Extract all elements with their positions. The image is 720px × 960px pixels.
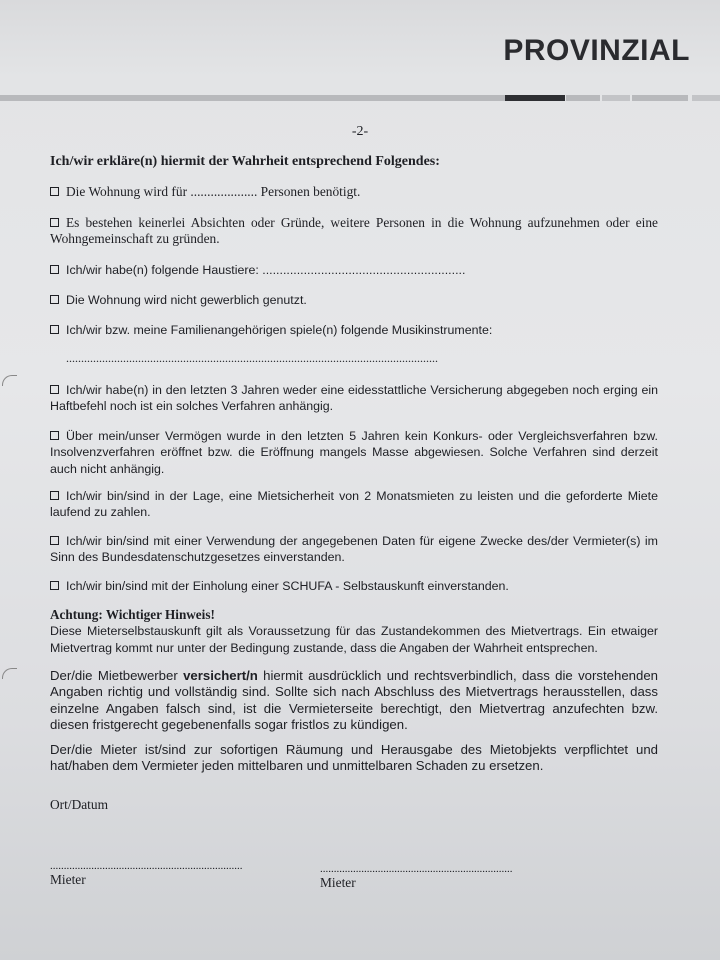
assurance-bold: versichert/n bbox=[183, 668, 258, 683]
checkbox[interactable] bbox=[50, 265, 59, 274]
item-text: Ich/wir bzw. meine Familienangehörigen spiele(n) folgende Musikinstrumente: bbox=[66, 323, 493, 337]
checkbox[interactable] bbox=[50, 295, 59, 304]
page-number: -2- bbox=[351, 124, 369, 139]
signature-line[interactable]: ...................................................................... bbox=[50, 860, 243, 872]
checkbox[interactable] bbox=[50, 491, 59, 500]
item-schufa bbox=[50, 578, 658, 594]
assurance-pre: Der/die Mietbewerber bbox=[50, 668, 184, 683]
signature-block-2 bbox=[320, 863, 513, 891]
item-no-insolvency bbox=[50, 428, 658, 477]
assurance-post: hiermit ausdrücklich und rechtsverbindlich, dass die vorstehenden Angaben richtig und vollständig sind. Sollte sich nach Abschluss des Mietvertrags herausstellen, dass einzelne Angaben falsch sind, ist die Vermieterseite berechtigt, den Mietvertrag anzufechten bzw. diesen fristgerecht gegebenenfalls sogar fristlos zu kündigen. bbox=[50, 668, 658, 733]
punch-mark bbox=[2, 375, 17, 386]
declaration-heading: Ich/wir erkläre(n) hiermit der Wahrheit entsprechend Folgendes: bbox=[50, 154, 440, 169]
item-not-commercial bbox=[50, 292, 658, 308]
item-persons bbox=[50, 184, 658, 200]
signature-label: Mieter bbox=[320, 875, 356, 890]
notice-block bbox=[50, 607, 658, 656]
checkbox[interactable] bbox=[50, 431, 59, 440]
item-text: Über mein/unser Vermögen wurde in den letzten 5 Jahren kein Konkurs- oder Vergleichsverfahren bzw. Insolvenzverfahren eröffnet bzw. die Eröffnung mangels Masse abgewiesen. Solche Verfahren sind derzeit auch nicht anhängig. bbox=[50, 429, 658, 476]
header-band bbox=[0, 95, 720, 101]
instrument-fill-line: ............................................................................................................................ bbox=[66, 351, 438, 365]
signature-block-1 bbox=[50, 860, 243, 888]
checkbox[interactable] bbox=[50, 581, 59, 590]
notice-body: Diese Mieterselbstauskunft gilt als Voraussetzung für das Zustandekommen des Mietvertrags. Ein etwaiger Mietvertrag kommt nur unter der Bedingung zustande, dass die Angaben der Wahrheit entsprechen. bbox=[50, 624, 658, 655]
assurance-paragraph bbox=[50, 668, 658, 734]
provinzial-logo: PROVINZIAL bbox=[503, 34, 690, 67]
item-pets bbox=[50, 262, 658, 278]
item-text: Ich/wir habe(n) in den letzten 3 Jahren weder eine eidesstattliche Versicherung abgegeben noch erging ein Haftbefehl noch ist ein solches Verfahren anhängig. bbox=[50, 383, 658, 414]
item-security-deposit bbox=[50, 488, 658, 521]
eviction-paragraph: Der/die Mieter ist/sind zur sofortigen Räumung und Herausgabe des Mietobjekts verpflichtet und hat/haben dem Vermieter jeden mittelbaren und unmittelbaren Schaden zu ersetzen. bbox=[50, 742, 658, 774]
punch-mark bbox=[2, 668, 17, 679]
checkbox[interactable] bbox=[50, 218, 59, 227]
checkbox[interactable] bbox=[50, 325, 59, 334]
checkbox[interactable] bbox=[50, 536, 59, 545]
item-text: Es bestehen keinerlei Absichten oder Gründe, weitere Personen in die Wohnung aufzunehmen oder eine Wohngemeinschaft zu gründen. bbox=[50, 215, 658, 247]
item-data-consent bbox=[50, 533, 658, 566]
signature-line[interactable]: ...................................................................... bbox=[320, 863, 513, 875]
item-no-additional-persons bbox=[50, 215, 658, 248]
item-no-affidavit bbox=[50, 382, 658, 415]
checkbox[interactable] bbox=[50, 187, 59, 196]
signature-label: Mieter bbox=[50, 872, 86, 887]
place-date-label: Ort/Datum bbox=[50, 797, 109, 812]
item-text: Ich/wir bin/sind in der Lage, eine Mietsicherheit von 2 Monatsmieten zu leisten und die geforderte Miete laufend zu zahlen. bbox=[50, 489, 658, 520]
notice-title: Achtung: Wichtiger Hinweis! bbox=[50, 607, 215, 622]
item-text: Ich/wir habe(n) folgende Haustiere: ........................................................... bbox=[66, 263, 466, 277]
item-text: Ich/wir bin/sind mit der Einholung einer SCHUFA - Selbstauskunft einverstanden. bbox=[66, 579, 509, 593]
checkbox[interactable] bbox=[50, 385, 59, 394]
item-text: Die Wohnung wird für .................... Personen benötigt. bbox=[66, 184, 361, 199]
item-text: Die Wohnung wird nicht gewerblich genutzt. bbox=[66, 293, 307, 307]
item-text: Ich/wir bin/sind mit einer Verwendung der angegebenen Daten für eigene Zwecke des/der Vermieter(s) im Sinn des Bundesdatenschutzgesetzes einverstanden. bbox=[50, 534, 658, 565]
item-instruments bbox=[50, 322, 658, 338]
